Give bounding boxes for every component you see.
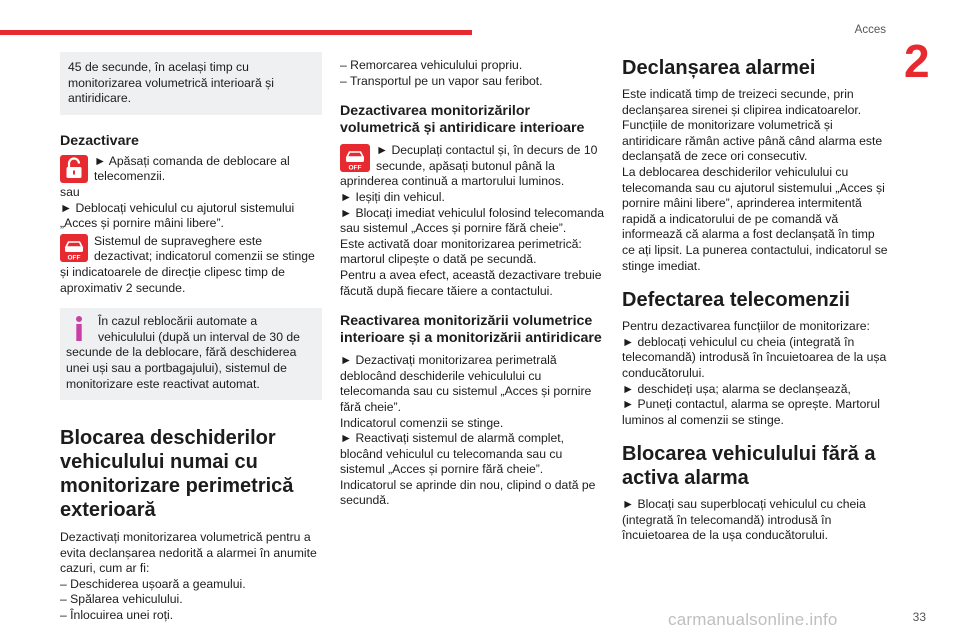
defectare-p3: ► deschideți ușa; alarma se declanșează, [622,381,851,396]
info-text: În cazul reblocării automate a vehiculului (după un interval de 30 de secunde de la deblocare, fără deschiderea unei uși sau a portbagajului), sistemul de monitorizare este reactivat automat. [66,314,300,391]
declansare-p3: La deblocarea deschiderilor vehiculului cu telecomanda sau cu ajutorul sistemului „Acces și pornire mâini libere”, aprinderea intermitentă rapidă a indicatorului de pe comandă vă informează că alarma a fost declanșată în timp ce ați lipsit. La punerea contactului, indicatorul se stinge imediat. [622,164,888,273]
column-middle [340,58,606,509]
column-left [60,52,322,624]
chapter-number: 2 [904,35,930,87]
blocare-fara-alarma-p1: ► Blocați sau superblocați vehiculul cu cheia (integrată în telecomandă) introdusă în încuietoarea de la ușa conducătorului. [622,497,866,543]
section-name: Acces [854,24,886,36]
off-label: OFF [348,164,362,172]
dm-note-1: Este activată doar monitorizarea perimetrică: martorul clipește o dată pe secundă. [340,236,582,267]
list-item: – Remorcarea vehiculului propriu. [340,58,523,72]
info-icon [66,314,92,344]
dezactivare-block [60,154,322,296]
ra-note-2: Indicatorul se aprinde din nou, clipind o dată pe secundă. [340,477,596,508]
watermark: carmanualsonline.info [668,610,838,629]
heading-dezactivare: Dezactivare [60,132,139,149]
off-label: OFF [67,254,81,262]
dezactivare-monitorizari-block [340,143,606,299]
ra-step-1: ► Dezactivați monitorizarea perimetrală deblocând deschiderile vehiculului cu telecomanda sau cu sistemul „Acces și pornire fără cheie”. [340,353,592,414]
ra-note-1: Indicatorul comenzii se stinge. [340,415,504,430]
declansare-p2: Funcțiile de monitorizare volumetrică și antiridicare rămân active până când alarma este declanșată de zece ori consecutiv. [622,118,883,164]
declansare-block [622,87,890,274]
heading-defectarea-telecomenzii: Defectarea telecomenzii [622,289,850,312]
heading-blocare-perimetrica: Blocarea deschiderilor vehiculului numai cu monitorizare perimetrică exterioară [60,427,294,522]
dezactivare-step-2: ► Deblocați vehiculul cu ajutorul sistemului „Acces și pornire mâini libere”. [60,200,295,231]
dm-step-1: ► Decuplați contactul și, în decurs de 10 secunde, apăsați butonul până la aprinderea continuă a martorului luminos. [340,143,598,189]
info-box [60,308,322,400]
defectare-p2: ► deblocați vehiculul cu cheia (integrată în telecomandă) introdusă în încuietoarea de la ușa conducătorului. [622,334,887,380]
dm-step-2: ► Ieșiți din vehicul. [340,189,445,204]
dm-note-2: Pentru a avea efect, această dezactivare trebuie făcută după fiecare tăiere a contactului. [340,267,602,298]
list-item: – Transportul pe un vapor sau feribot. [340,73,543,88]
heading-reactivare: Reactivarea monitorizării volumetrice interioare și a monitorizării antiridicare [340,313,602,347]
dezactivare-or: sau [60,184,80,199]
reactivare-block [340,353,606,509]
continued-note-box [60,52,322,115]
padlock-open-icon [60,155,88,183]
page-number: 33 [912,610,926,624]
continued-note-text: 45 de secunde, în același timp cu monitorizarea volumetrică interioară și antiridicare. [68,60,274,106]
defectare-block [622,319,890,428]
dezactivare-step-1: ► Apăsați comanda de deblocare al telecomenzii. [94,153,290,184]
heading-declansarea-alarmei: Declanșarea alarmei [622,57,816,79]
blocare-fara-alarma-block [622,497,890,544]
list-item: – Deschiderea ușoară a geamului. [60,576,246,591]
list-item: – Spălarea vehiculului. [60,592,183,607]
defectare-p1: Pentru dezactivarea funcțiilor de monitorizare: [622,319,870,334]
defectare-p4: ► Puneți contactul, alarma se oprește. Martorul luminos al comenzii se stinge. [622,397,880,427]
dezactivare-result: Sistemul de supraveghere este dezactivat; indicatorul comenzii se stinge și indicatoarele de direcție clipesc timp de aproximativ 2 secunde. [60,233,315,295]
top-accent-bar [0,30,472,35]
heading-blocare-fara-alarma: Blocarea vehiculului fără a activa alarma [622,443,876,490]
car-off-icon [60,234,88,262]
ra-step-2: ► Reactivați sistemul de alarmă complet, blocând vehiculul cu telecomanda sau cu sistemul „Acces și pornire fără cheie”. [340,431,565,477]
blocare-body: Dezactivați monitorizarea volumetrică pentru a evita declanșarea nedorită a alarmei în anumite cazuri, cum ar fi: [60,530,317,576]
column-right [622,52,890,544]
car-off-icon [340,144,370,172]
declansare-p1: Este indicată timp de treizeci secunde, prin declanșarea sirenei și clipirea indicatoarelor. [622,87,862,117]
list-item: – Înlocuirea unei roți. [60,608,174,623]
dm-step-3: ► Blocați imediat vehiculul folosind telecomanda sau sistemul „Acces și pornire fără cheie”. [340,205,605,236]
heading-dezactivare-monitorizari: Dezactivarea monitorizărilor volumetrică și antiridicare interioare [340,103,585,137]
